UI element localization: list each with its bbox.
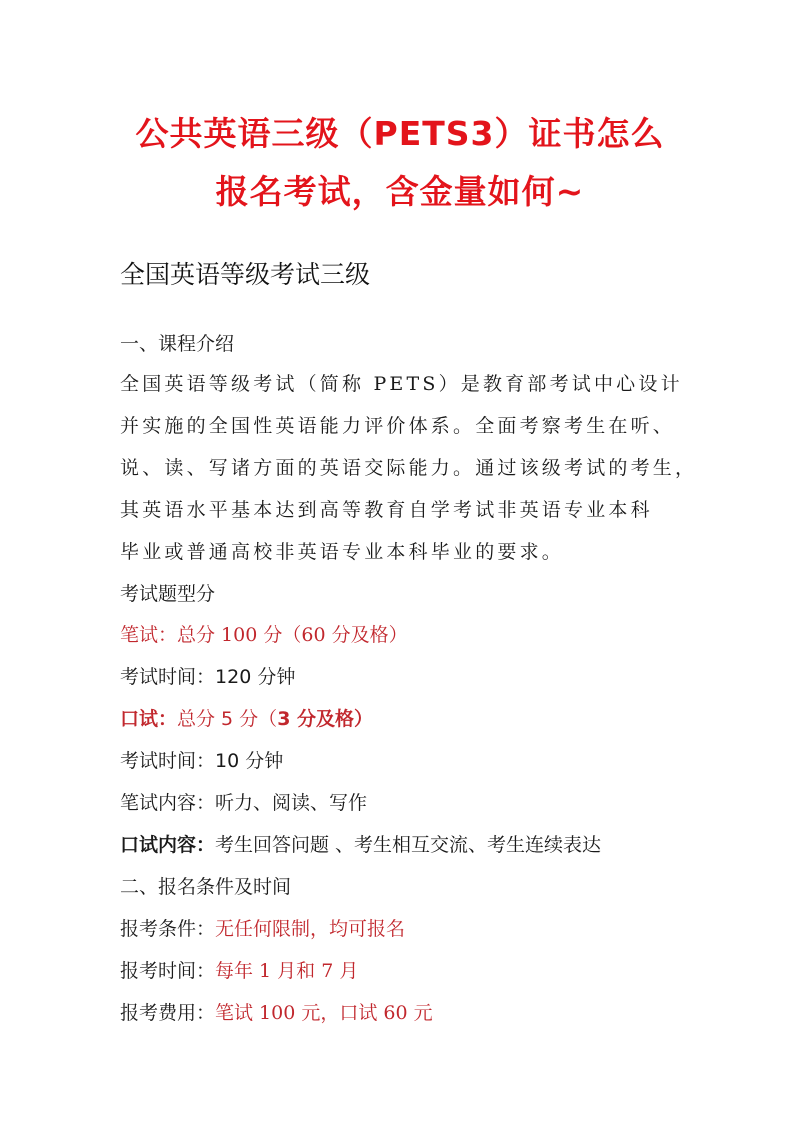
written-exam-score [120, 621, 408, 649]
document-title-line-2: 报名考试，含金量如何~ [215, 172, 585, 211]
registration-time-value: 每年 1 月和 7 月 [215, 960, 359, 982]
document-subtitle: 全国英语等级考试三级 [120, 260, 371, 289]
written-exam-time-value: 120 分钟 [215, 666, 296, 688]
intro-paragraph-line-1: 全国英语等级考试（简称 PETS）是教育部考试中心设计 [120, 373, 683, 395]
intro-paragraph-line-4: 其英语水平基本达到高等教育自学考试非英语专业本科 [120, 499, 653, 521]
oral-exam-label: 口试： [120, 708, 178, 730]
registration-time-label: 报考时间： [120, 960, 216, 982]
document-title-line-1: 公共英语三级（PETS3）证书怎么 [135, 114, 665, 153]
registration-conditions-value: 无任何限制，均可报名 [215, 918, 406, 940]
registration-fee-value: 笔试 100 元，口试 60 元 [215, 1002, 433, 1024]
oral-content-label: 口试内容： [120, 834, 216, 856]
written-exam-time [120, 663, 295, 691]
intro-paragraph-line-2: 并实施的全国性英语能力评价体系。全面考察考生在听、 [120, 415, 676, 437]
exam-types-heading: 考试题型分 [120, 583, 216, 605]
written-content-value: 听力、阅读、写作 [215, 792, 368, 814]
oral-exam-score-pre: 总分 5 分（ [177, 708, 278, 730]
intro-paragraph-line-5: 毕业或普通高校非英语专业本科毕业的要求。 [120, 541, 565, 563]
section-heading-registration: 二、报名条件及时间 [120, 876, 292, 898]
written-exam-label: 笔试： [120, 624, 178, 646]
section-heading-course-intro: 一、课程介绍 [120, 333, 235, 355]
oral-exam-content [120, 831, 601, 859]
oral-exam-time-label: 考试时间： [120, 750, 216, 772]
written-exam-time-label: 考试时间： [120, 666, 216, 688]
oral-exam-pass-score: 3 [277, 708, 291, 730]
written-exam-content [120, 789, 367, 817]
registration-fee-label: 报考费用： [120, 1002, 216, 1024]
registration-time [120, 957, 358, 985]
oral-exam-time [120, 747, 283, 775]
oral-content-value: 考生回答问题 、考生相互交流、考生连续表达 [215, 834, 602, 856]
registration-conditions [120, 915, 405, 943]
oral-exam-score-post: 分及格） [290, 708, 374, 730]
registration-conditions-label: 报考条件： [120, 918, 216, 940]
intro-paragraph-line-3: 说、读、写诸方面的英语交际能力。通过该级考试的考生， [120, 457, 698, 479]
oral-exam-time-value: 10 分钟 [215, 750, 284, 772]
written-exam-score-value: 总分 100 分（60 分及格） [177, 624, 408, 646]
oral-exam-score [120, 705, 373, 733]
registration-fee [120, 999, 433, 1027]
written-content-label: 笔试内容： [120, 792, 216, 814]
